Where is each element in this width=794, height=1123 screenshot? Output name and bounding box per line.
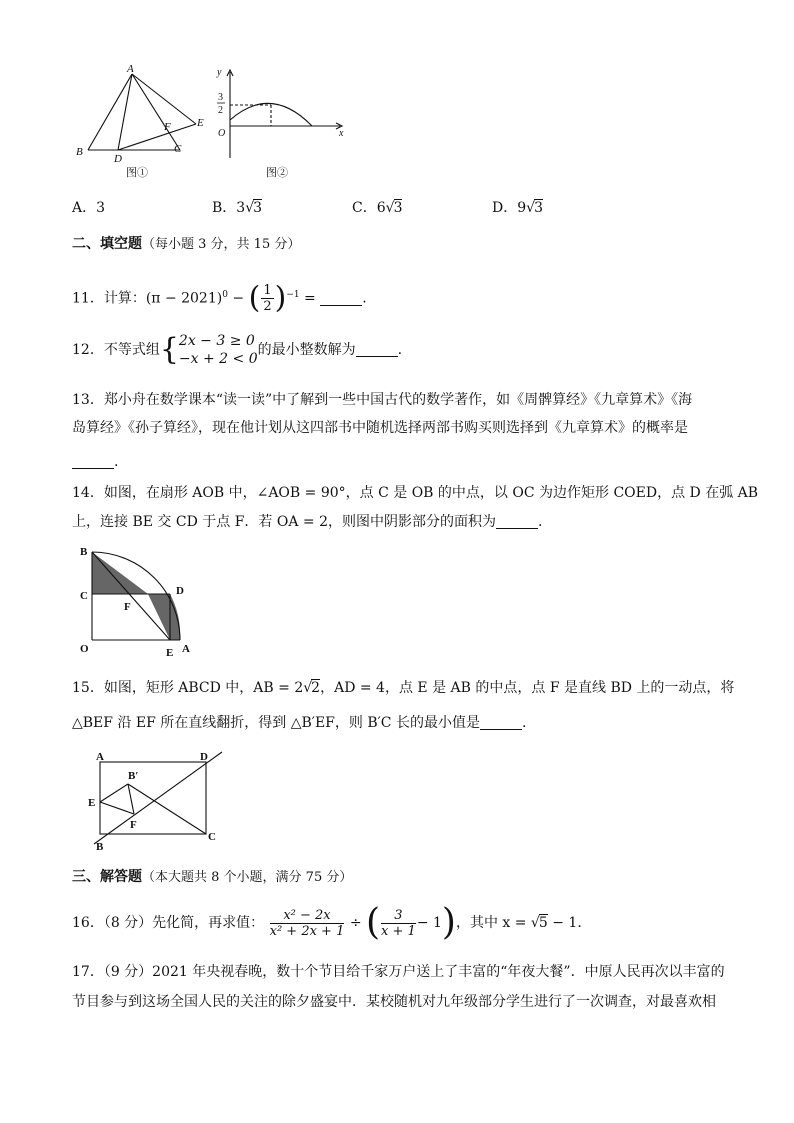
fig15-label-e: E	[88, 797, 96, 809]
q15-text-c: △BEF 沿 EF 所在直线翻折，得到 △B′EF，则 B′C 长的最小值是	[72, 715, 480, 731]
fig14-label-c: C	[80, 590, 88, 602]
question-17-line-2: 节目参与到这场全国人民的关注的除夕盛宴中．某校随机对九年级部分学生进行了一次调查，对最喜欢相	[72, 994, 716, 1010]
q11-end: .	[362, 290, 367, 307]
question-16: 16．（8 分）先化简，再求值： $\frac{\text{x² − 2x}}{\text{x² + 2x + 1}}$ ÷ ( $\frac{3}{x + 1}$ − 1)，其中 x = √5 − 1．	[72, 902, 592, 943]
q11-fraction	[261, 283, 273, 314]
q16-tail: ，其中 x =	[455, 915, 527, 931]
option-letter: A．	[72, 200, 97, 216]
q16-denominator-2: x + 1	[381, 923, 416, 939]
section-title: 二、填空题	[72, 236, 142, 252]
question-14-line-2	[72, 512, 542, 532]
q16-paren-right: )	[441, 902, 456, 943]
q12-tail: 的最小整数解为	[257, 342, 356, 358]
q12-prefix: 12．不等式组	[72, 342, 160, 358]
option-radicand: 3	[253, 200, 263, 216]
answer-blank[interactable]	[496, 514, 538, 529]
fig1-label-b: B	[76, 146, 83, 158]
figure-15	[80, 744, 230, 856]
q16-prefix: 16．（8 分）先化简，再求值：	[72, 915, 265, 931]
inequality-2: −x + 2 < 0	[178, 351, 258, 367]
q16-denominator-1: x² + 2x + 1	[269, 923, 345, 939]
option-d[interactable]: D．9√3	[492, 200, 543, 216]
fig1-label-a: A	[127, 63, 134, 75]
q12-brace: {	[159, 332, 179, 367]
inequality-system	[179, 332, 258, 368]
q16-fraction-2	[381, 908, 416, 939]
fig1-caption: 图①	[126, 167, 148, 179]
q11-paren-right: )	[274, 280, 287, 316]
option-coef: 9	[517, 200, 527, 216]
q15-end: .	[521, 715, 527, 731]
q16-minus-one: − 1	[416, 915, 442, 931]
question-12	[72, 330, 402, 370]
q11-paren-left: (	[248, 280, 261, 316]
question-13-line-1: 13．郑小舟在数学课本“读一读”中了解到一些中国古代的数学著作，如《周髀算经》《九章算术》《海	[72, 392, 693, 408]
fig14-label-a: A	[182, 643, 190, 655]
question-17-line-1: 17．（9 分）2021 年央视春晚，数十个节目给千家万户送上了丰富的“年夜大餐”．中原人民再次以丰富的	[72, 964, 725, 980]
fig1-label-f: F	[164, 121, 171, 133]
figure-2	[208, 62, 348, 182]
answer-blank[interactable]	[72, 454, 114, 469]
fig15-label-d: D	[200, 751, 208, 763]
fig14-label-f: F	[124, 601, 131, 613]
q14-text: 上，连接 BE 交 CD 于点 F．若 OA = 2，则图中阴影部分的面积为	[72, 514, 496, 530]
answer-blank[interactable]	[480, 715, 522, 730]
fig2-label-y: y	[217, 67, 222, 78]
option-coef: 3	[236, 200, 246, 216]
section-note: （每小题 3 分，共 15 分）	[142, 237, 301, 252]
figure-1	[70, 62, 210, 182]
option-coef: 6	[376, 200, 386, 216]
q16-fraction-1	[270, 908, 345, 939]
q11-exp: 0	[222, 290, 228, 300]
answer-blank[interactable]	[356, 342, 398, 357]
question-15-line-1: 15．如图，矩形 ABCD 中，AB = 2√2，AD = 4，点 E 是 AB 的中点，点 F 是直线 BD 上的一动点，将	[72, 680, 735, 696]
fig14-label-d: D	[176, 585, 184, 597]
q16-tail-2: − 1．	[552, 915, 592, 931]
q11-denominator: 2	[263, 299, 272, 315]
fig15-label-f: F	[130, 819, 137, 831]
fig14-label-e: E	[166, 647, 174, 659]
fig1-label-e: E	[197, 117, 204, 129]
q15-text-a: 15．如图，矩形 ABCD 中，AB = 2	[72, 680, 304, 696]
question-13-answer	[72, 452, 118, 472]
fig14-label-b: B	[80, 546, 88, 558]
option-c[interactable]: C．6√3	[352, 200, 403, 216]
q16-numerator-2: 3	[381, 908, 416, 924]
section-2-heading	[72, 234, 300, 255]
q11-equals: =	[304, 290, 316, 307]
question-13-line-2: 岛算经》《孙子算经》，现在他计划从这四部书中随机选择两部书购买则选择到《九章算术》的概率是	[72, 420, 688, 436]
question-15-line-2	[72, 713, 526, 733]
fig2-label-x: x	[339, 128, 344, 139]
option-letter: D．	[492, 200, 518, 216]
section-3-heading	[72, 867, 352, 888]
q16-radicand: 5	[538, 915, 548, 931]
question-14-line-1: 14．如图，在扇形 AOB 中，∠AOB = 90°，点 C 是 OB 的中点，以 OC 为边作矩形 COED，点 D 在弧 AB	[72, 485, 759, 501]
option-value: 3	[96, 200, 106, 216]
fig2-label-o: O	[218, 128, 226, 139]
section-title: 三、解答题	[72, 869, 142, 885]
q11-exp-neg: −1	[286, 290, 300, 300]
q16-paren-left: (	[366, 902, 381, 943]
fig1-label-d: D	[114, 153, 122, 165]
option-letter: C．	[352, 200, 377, 216]
figure-14	[74, 544, 204, 662]
fig2-label-3: 3	[218, 92, 223, 103]
section-note: （本大题共 8 个小题，满分 75 分）	[142, 870, 353, 885]
fig15-label-a: A	[96, 751, 104, 763]
option-a[interactable]	[72, 198, 105, 218]
fig15-label-b: B	[96, 841, 104, 853]
q16-numerator-1: x² − 2x	[270, 908, 345, 924]
fig15-label-b-prime: B′	[128, 770, 139, 782]
answer-blank[interactable]	[320, 291, 362, 306]
question-11	[72, 278, 367, 316]
q16-divide: ÷	[349, 915, 362, 931]
q12-end: .	[397, 342, 403, 358]
q11-expr: (π − 2021)	[145, 290, 223, 307]
fig14-label-o: O	[80, 643, 89, 655]
q14-end: .	[537, 514, 543, 530]
q15-radicand: 2	[311, 680, 321, 696]
q11-numerator: 1	[263, 283, 272, 299]
fig1-label-c: C	[174, 143, 182, 155]
option-letter: B．	[212, 200, 237, 216]
fig2-label-2: 2	[218, 105, 223, 116]
q11-minus: −	[232, 290, 245, 307]
option-radicand: 3	[534, 200, 543, 216]
option-b[interactable]: B．3√3	[212, 200, 263, 216]
q15-text-b: ，AD = 4，点 E 是 AB 的中点，点 F 是直线 BD 上的一动点，将	[320, 680, 735, 696]
inequality-1: 2x − 3 ≥ 0	[178, 333, 255, 349]
q11-prefix: 11．计算：	[72, 290, 146, 307]
option-radicand: 3	[393, 200, 403, 216]
q13-end: .	[114, 454, 119, 470]
fig15-label-c: C	[208, 831, 216, 843]
fig2-caption: 图②	[266, 167, 288, 179]
